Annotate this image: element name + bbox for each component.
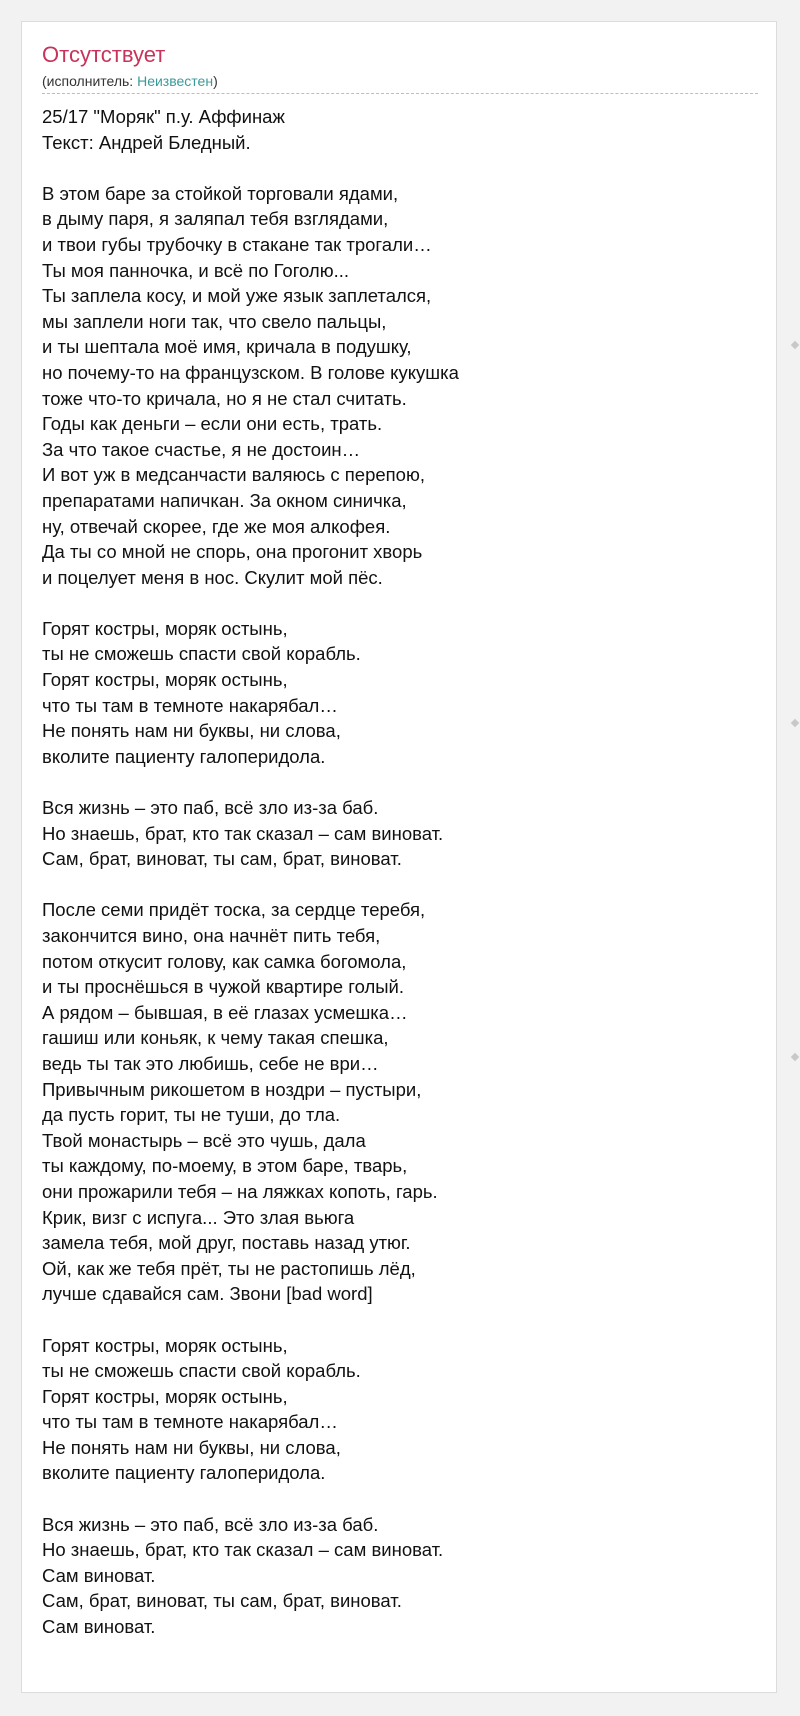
lyrics-line: потом откусит голову, как самка богомола, [42,950,407,972]
lyrics-line: закончится вино, она начнёт пить тебя, [42,925,381,946]
lyrics-line: в дыму паря, я заляпал тебя взглядами, [42,208,389,230]
lyrics-line: ведь ты так это любишь, себе не ври… [42,1052,379,1074]
lyrics-line: и поцелует меня в нос. Скулит мой пёс. [42,566,383,588]
lyrics-line: Ты моя панночка, и всё по Гоголю... [42,259,350,281]
lyrics-line: и ты проснёшься в чужой квартире голый. [42,976,405,998]
lyrics-line: Горят костры, моряк остынь, [42,1334,288,1356]
lyrics-line: Ой, как же тебя прёт, ты не растопишь лёд, [42,1257,416,1279]
lyrics-text [42,104,758,1640]
lyrics-line: Горят костры, моряк остынь, [42,669,288,691]
edge-marker [791,341,799,349]
lyrics-line: что ты там в темноте накарябал… [42,1411,338,1433]
lyrics-line: А рядом – бывшая, в её глазах усмешка… [42,1001,408,1023]
lyrics-line: тоже что-то кричала, но я не стал считать. [42,387,407,409]
performer-link[interactable]: Неизвестен [137,73,214,89]
lyrics-line: Ты заплела косу, и мой уже язык заплетался, [42,285,432,307]
lyrics-line: За что такое счастье, я не достоин… [42,438,361,460]
lyrics-line: и ты шептала моё имя, кричала в подушку, [42,336,412,358]
lyrics-line: Твой монастырь – всё это чушь, дала [42,1129,366,1151]
lyrics-line: Сам, брат, виноват, ты сам, брат, виноват. [42,1590,402,1612]
lyrics-line: Горят костры, моряк остынь, [42,617,288,639]
lyrics-line: Но знаешь, брат, кто так сказал – сам виноват. [42,822,444,844]
lyrics-line: Горят костры, моряк остынь, [42,1385,288,1407]
performer-suffix: ) [213,73,218,89]
lyrics-blank-line [42,1486,758,1512]
lyrics-line: ты не сможешь спасти свой корабль. [42,643,361,665]
lyrics-blank-line [42,872,758,898]
lyrics-line: Не понять нам ни буквы, ни слова, [42,720,341,742]
lyrics-line: Вся жизнь – это паб, всё зло из-за баб. [42,1513,379,1535]
lyrics-line: гашиш или коньяк, к чему такая спешка, [42,1027,389,1049]
edge-marker [791,1053,799,1061]
lyrics-line: Да ты со мной не спорь, она прогонит хворь [42,541,423,563]
lyrics-line: вколите пациенту галоперидола. [42,745,326,767]
lyrics-line: ты каждому, по-моему, в этом баре, тварь, [42,1155,408,1177]
lyrics-line: ты не сможешь спасти свой корабль. [42,1360,361,1382]
lyrics-line: Не понять нам ни буквы, ни слова, [42,1436,341,1458]
lyrics-line: Сам виноват. [42,1616,156,1638]
lyrics-blank-line [42,769,758,795]
song-header [42,42,758,94]
lyrics-line: И вот уж в медсанчасти валяюсь с перепою, [42,464,425,486]
lyrics-line: да пусть горит, ты не туши, до тла. [42,1104,341,1126]
lyrics-line: что ты там в темноте накарябал… [42,694,338,716]
lyrics-line: ну, отвечай скорее, где же моя алкофея. [42,515,391,537]
lyrics-line: Крик, визг с испуга... Это злая вьюга [42,1206,355,1228]
lyrics-line: 25/17 "Моряк" п.у. Аффинаж [42,106,285,127]
lyrics-line: Сам, брат, виноват, ты сам, брат, виноват. [42,848,402,870]
lyrics-line: вколите пациенту галоперидола. [42,1462,326,1484]
lyrics-line: Но знаешь, брат, кто так сказал – сам виноват. [42,1539,444,1561]
edge-marker [791,719,799,727]
lyrics-blank-line [42,155,758,181]
lyrics-line: Текст: Андрей Бледный. [42,131,251,153]
performer-prefix: (исполнитель: [42,73,138,89]
lyrics-line: препаратами напичкан. За окном синичка, [42,489,407,511]
lyrics-line: но почему-то на французском. В голове кукушка [42,361,459,383]
lyrics-line: После семи придёт тоска, за сердце теребя, [42,899,426,921]
lyrics-line: Привычным рикошетом в ноздри – пустыри, [42,1078,422,1100]
lyrics-blank-line [42,590,758,616]
lyrics-line: и твои губы трубочку в стакане так трогали… [42,233,432,255]
lyrics-line: лучше сдавайся сам. Звони [bad word] [42,1283,373,1305]
song-title: Отсутствует [42,42,166,67]
lyrics-blank-line [42,1307,758,1333]
lyrics-card [21,21,777,1693]
lyrics-line: замела тебя, мой друг, поставь назад утюг. [42,1232,411,1254]
lyrics-line: В этом баре за стойкой торговали ядами, [42,182,399,204]
lyrics-line: Годы как деньги – если они есть, трать. [42,413,383,435]
lyrics-line: Вся жизнь – это паб, всё зло из-за баб. [42,797,379,819]
lyrics-line: они прожарили тебя – на ляжках копоть, гарь. [42,1180,438,1202]
lyrics-line: мы заплели ноги так, что свело пальцы, [42,310,387,332]
performer-line [42,72,758,94]
lyrics-line: Сам виноват. [42,1564,156,1586]
